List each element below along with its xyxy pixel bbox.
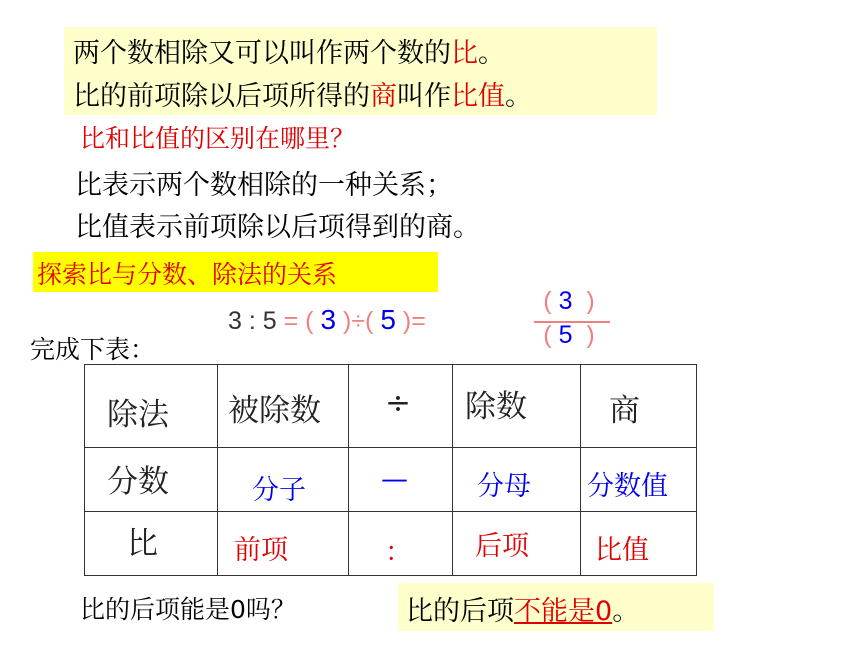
cell-numerator: 分子 <box>252 475 306 506</box>
table-cell <box>85 365 218 448</box>
formula-paren: ( <box>305 307 314 335</box>
formula-paren: ) <box>402 307 412 335</box>
fraction-numerator <box>528 287 610 316</box>
table-row <box>85 448 697 512</box>
table-cell <box>581 365 697 448</box>
definition-text: 两个数相除又可以叫作两个数的 <box>73 38 451 69</box>
table-cell <box>453 512 581 576</box>
answer-line-2: 比值表示前项除以后项得到的商。 <box>75 212 480 243</box>
formula-fraction <box>528 287 610 355</box>
cell-ratio-value: 比值 <box>595 535 649 566</box>
denominator-value: 5 <box>558 321 573 349</box>
cell-fraction-value: 分数值 <box>587 471 668 502</box>
table-cell <box>581 448 697 512</box>
difference-question: 比和比值的区别在哪里？ <box>80 124 356 153</box>
punctuation: 。 <box>505 81 532 112</box>
formula-ratio: 3 : 5 <box>228 307 277 335</box>
quotient-term: 商 <box>370 81 397 112</box>
formula-equals: = <box>411 307 426 335</box>
answer-line-1: 比表示两个数相除的一种关系； <box>75 170 453 201</box>
table-header-row <box>85 365 697 448</box>
formula-dividend: 3 <box>320 304 337 335</box>
table-cell <box>349 365 453 448</box>
cell-colon: ： <box>385 537 412 568</box>
punctuation: 。 <box>478 38 505 69</box>
cell-antecedent: 前项 <box>234 535 288 566</box>
formula-divide: ÷ <box>351 307 366 335</box>
row-label-fraction: 分数 <box>107 464 169 500</box>
ratio-value-term: 比值 <box>451 81 505 112</box>
answer-emphasis: 不能是0 <box>514 596 613 627</box>
table-cell <box>218 448 349 512</box>
relation-table <box>84 364 697 576</box>
table-cell <box>85 448 218 512</box>
zero-question: 比的后项能是0吗？ <box>80 595 296 624</box>
table-cell <box>85 512 218 576</box>
table-cell <box>349 512 453 576</box>
numerator-value: 3 <box>558 287 573 315</box>
explore-title: 探索比与分数、除法的关系 <box>37 260 338 289</box>
table-cell <box>218 365 349 448</box>
table-row <box>85 512 697 576</box>
formula-paren: ) <box>586 321 595 349</box>
table-cell <box>453 365 581 448</box>
formula-paren: ) <box>586 287 595 315</box>
header-division: 除法 <box>107 397 169 433</box>
definition-line-2 <box>73 74 532 113</box>
definition-line-1 <box>73 31 505 70</box>
formula-equals: = <box>283 307 299 335</box>
fraction-denominator <box>528 321 610 350</box>
formula-paren: ( <box>543 287 552 315</box>
cell-denominator: 分母 <box>477 471 531 502</box>
table-cell <box>581 512 697 576</box>
header-divisor: 除数 <box>465 389 527 425</box>
formula-divisor: 5 <box>380 304 396 335</box>
cell-consequent: 后项 <box>475 531 529 562</box>
formula-paren: ( <box>365 307 374 335</box>
formula-paren: ( <box>543 321 552 349</box>
definition-text: 叫作 <box>397 81 451 112</box>
header-dividend: 被除数 <box>228 393 321 429</box>
formula-paren: ) <box>342 307 352 335</box>
punctuation: 。 <box>612 596 640 627</box>
definition-text: 比的前项除以后项所得的 <box>73 81 370 112</box>
table-cell <box>453 448 581 512</box>
table-cell <box>349 448 453 512</box>
header-divide-sign: ÷ <box>385 385 411 421</box>
ratio-term: 比 <box>451 38 478 69</box>
ratio-formula <box>228 304 426 336</box>
cell-fraction-bar: — <box>381 464 408 495</box>
answer-text: 比的后项 <box>406 596 514 627</box>
complete-table-label: 完成下表： <box>30 335 156 364</box>
zero-answer <box>406 589 639 628</box>
header-quotient: 商 <box>609 393 640 429</box>
row-label-ratio: 比 <box>127 526 158 562</box>
table-cell <box>218 512 349 576</box>
